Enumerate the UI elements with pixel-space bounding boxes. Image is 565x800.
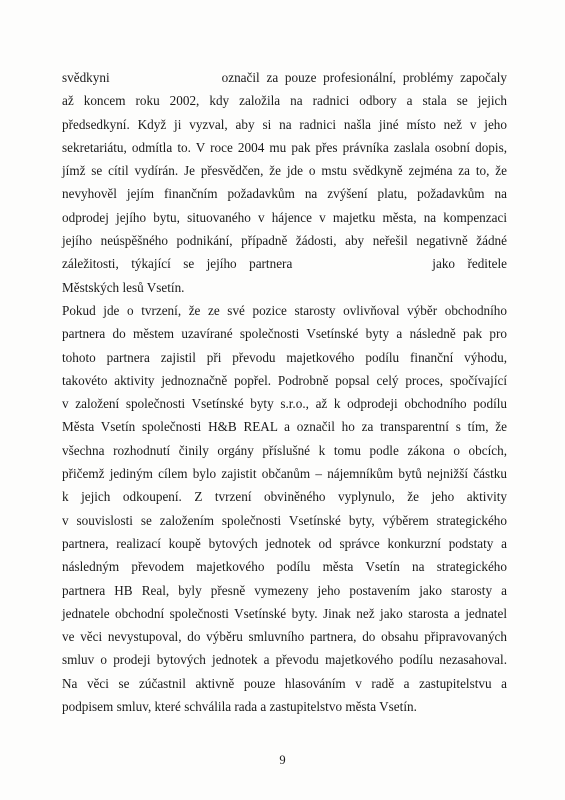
text-line: přičemž jediným cílem bylo zajistit občanům – nájemníkům bytů nejnižší částku xyxy=(62,466,507,482)
text-line: v založení společnosti Vsetínské byty s.r.o., až k odprodeji obchodního podílu xyxy=(62,396,507,412)
text-line: takovéto aktivity jednoznačně popřel. Podrobně popsal celý proces, spočívající xyxy=(62,372,507,388)
text-line: ve věci nevystupoval, do výběru smluvního partnera, do obsahu připravovaných xyxy=(62,629,507,645)
text-line: záležitosti, týkající se jejího partnera jako ředitele xyxy=(62,256,507,272)
text-line: partnera, realizací koupě bytových jednotek od správce konkurzní podstaty a xyxy=(62,535,507,551)
text-line: Městských lesů Vsetín. xyxy=(62,279,185,295)
paragraph-defendant-statement xyxy=(62,299,507,718)
text-line: tohoto partnera zajistil při převodu majetkového podílu finanční výhodu, xyxy=(62,349,507,365)
text-line: podpisem smluv, které schválila rada a zastupitelstvo města Vsetín. xyxy=(62,699,417,715)
text-line: jejího neúspěšného podnikání, případně žádosti, aby neřešil negativně žádné xyxy=(62,233,507,249)
paragraph-witness-testimony xyxy=(62,66,507,299)
text-line: k jejich odkoupení. Z tvrzení obviněného vyplynulo, že jeho aktivity xyxy=(62,489,507,505)
text-line: Na věci se zúčastnil aktivně pouze hlasováním v radě a zastupitelstvu a xyxy=(62,675,507,691)
text-line: Pokud jde o tvrzení, že ze své pozice starosty ovlivňoval výběr obchodního xyxy=(62,302,507,318)
text-line: všechna rozhodnutí činily orgány příslušné k tomu podle zákona o obcích, xyxy=(62,442,507,458)
text-line: smluv o prodeji bytových jednotek a převodu majetkového podílu nezasahoval. xyxy=(62,652,507,668)
text-line: odprodej jejího bytu, situovaného v hájence v majetku města, na kompenzaci xyxy=(62,209,507,225)
text-line: sekretariátu, odmítla to. V roce 2004 mu pak přes právníka zaslala osobní dopis, xyxy=(62,139,507,155)
text-line: v souvislosti se založením společnosti Vsetínské byty, výběrem strategického xyxy=(62,512,507,528)
text-line: jímž se cítil vydírán. Je přesvědčen, že jde o mstu svědkyně zejména za to, že xyxy=(62,163,507,179)
text-line: následným převodem majetkového podílu města Vsetín na strategického xyxy=(62,559,507,575)
text-line: partnera do městem uzavírané společnosti Vsetínské byty a následně pak pro xyxy=(62,326,507,342)
text-line: Města Vsetín společnosti H&B REAL a označil ho za transparentní s tím, že xyxy=(62,419,507,435)
text-line: až koncem roku 2002, kdy založila na radnici odbory a stala se jejich xyxy=(62,93,507,109)
text-line: nevyhověl jejím finančním požadavkům na zvýšení platu, požadavkům na xyxy=(62,186,507,202)
page-number: 9 xyxy=(279,753,286,767)
text-line: partnera HB Real, byly přesně vymezeny jeho postavením jako starosty a xyxy=(62,582,507,598)
text-line: jednatele obchodní společnosti Vsetínské byty. Jinak než jako starosta a jednatel xyxy=(62,605,507,621)
text-line: předsedkyní. Když ji vyzval, aby si na radnici našla jiné místo než v jeho xyxy=(62,116,507,132)
text-line: svědkyni označil za pouze profesionální, problémy započaly xyxy=(62,70,507,85)
body-text xyxy=(62,66,507,718)
